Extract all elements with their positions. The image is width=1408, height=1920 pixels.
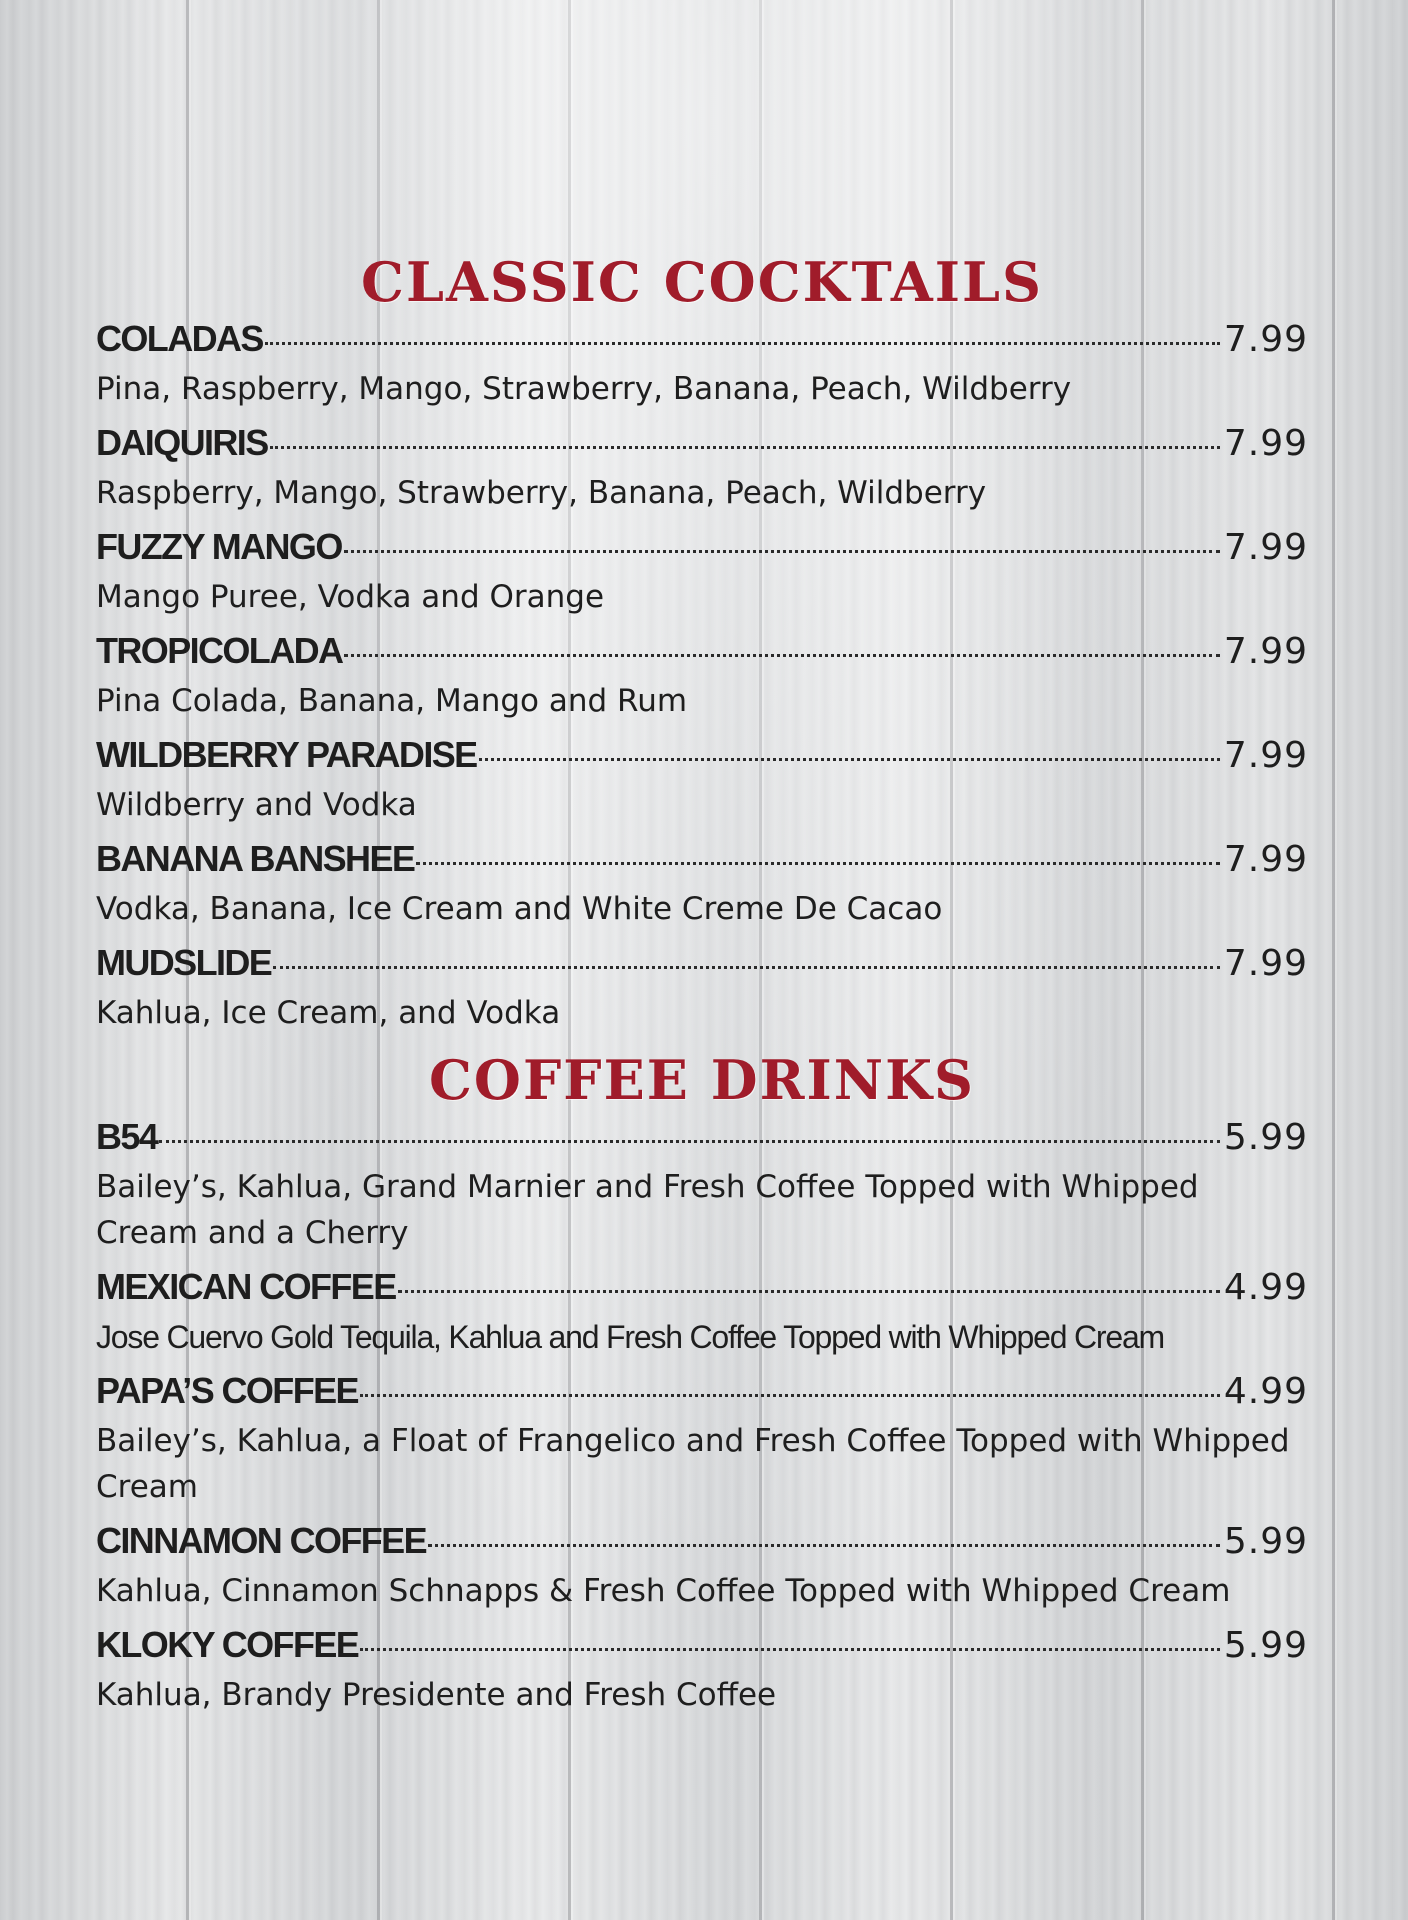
dot-leader (159, 1140, 1220, 1143)
item-price: 5.99 (1223, 1117, 1308, 1158)
menu-item-b54 (96, 1116, 1308, 1256)
item-description: Jose Cuervo Gold Tequila, Kahlua and Fresh Coffee Topped with Whipped Cream (96, 1319, 1165, 1355)
item-price: 7.99 (1223, 839, 1308, 880)
item-description: Bailey’s, Kahlua, a Float of Frangelico and Fresh Coffee Topped with Whipped Cream (96, 1423, 1290, 1505)
menu-item-kloky-coffee (96, 1624, 1308, 1718)
item-price: 7.99 (1223, 943, 1308, 984)
item-description: Kahlua, Ice Cream, and Vodka (96, 995, 561, 1031)
item-price: 7.99 (1223, 319, 1308, 360)
menu-item-papas-coffee (96, 1370, 1308, 1510)
menu-item-coladas (96, 318, 1308, 412)
menu-item-mudslide (96, 942, 1308, 1036)
dot-leader (265, 342, 1220, 345)
dot-leader (360, 1394, 1220, 1397)
item-description: Vodka, Banana, Ice Cream and White Creme De Cacao (96, 891, 943, 927)
item-price: 7.99 (1223, 735, 1308, 776)
item-name: BANANA BANSHEE (96, 838, 415, 879)
section-title-classic-cocktails: CLASSIC COCKTAILS (361, 250, 1043, 314)
item-description: Raspberry, Mango, Strawberry, Banana, Peach, Wildberry (96, 475, 987, 511)
dot-leader (479, 758, 1220, 761)
item-price: 4.99 (1223, 1267, 1308, 1308)
item-description: Kahlua, Brandy Presidente and Fresh Coffee (96, 1677, 777, 1713)
item-description: Pina, Raspberry, Mango, Strawberry, Banana, Peach, Wildberry (96, 371, 1072, 407)
dot-leader (344, 654, 1219, 657)
dot-leader (270, 446, 1220, 449)
item-price: 7.99 (1223, 631, 1308, 672)
dot-leader (360, 1648, 1220, 1651)
item-description: Kahlua, Cinnamon Schnapps & Fresh Coffee Topped with Whipped Cream (96, 1573, 1231, 1609)
item-name: CINNAMON COFFEE (96, 1520, 426, 1561)
item-name: FUZZY MANGO (96, 526, 342, 567)
menu-item-mexican-coffee (96, 1266, 1308, 1360)
item-price: 4.99 (1223, 1371, 1308, 1412)
section-title-coffee-drinks: COFFEE DRINKS (428, 1048, 976, 1112)
item-name: MUDSLIDE (96, 942, 272, 983)
item-price: 5.99 (1223, 1521, 1308, 1562)
menu-item-wildberry-paradise (96, 734, 1308, 828)
dot-leader (398, 1290, 1220, 1293)
menu-item-daiquiris (96, 422, 1308, 516)
dot-leader (273, 966, 1220, 969)
item-name: PAPA’S COFFEE (96, 1370, 358, 1411)
item-name: DAIQUIRIS (96, 422, 268, 463)
menu-item-cinnamon-coffee (96, 1520, 1308, 1614)
item-name: B54 (96, 1116, 158, 1157)
item-name: COLADAS (96, 318, 263, 359)
item-description: Pina Colada, Banana, Mango and Rum (96, 683, 688, 719)
dot-leader (344, 550, 1220, 553)
item-price: 7.99 (1223, 527, 1308, 568)
menu-item-tropicolada (96, 630, 1308, 724)
drink-menu (96, 248, 1308, 1728)
item-name: MEXICAN COFFEE (96, 1266, 396, 1307)
item-description: Bailey’s, Kahlua, Grand Marnier and Fresh Coffee Topped with Whipped Cream and a Cherry (96, 1169, 1199, 1251)
item-price: 7.99 (1223, 423, 1308, 464)
item-name: WILDBERRY PARADISE (96, 734, 477, 775)
item-description: Wildberry and Vodka (96, 787, 417, 823)
menu-item-banana-banshee (96, 838, 1308, 932)
menu-item-fuzzy-mango (96, 526, 1308, 620)
dot-leader (428, 1544, 1220, 1547)
item-name: KLOKY COFFEE (96, 1624, 359, 1665)
item-price: 5.99 (1223, 1625, 1308, 1666)
item-name: TROPICOLADA (96, 630, 343, 671)
dot-leader (416, 862, 1220, 865)
item-description: Mango Puree, Vodka and Orange (96, 579, 605, 615)
